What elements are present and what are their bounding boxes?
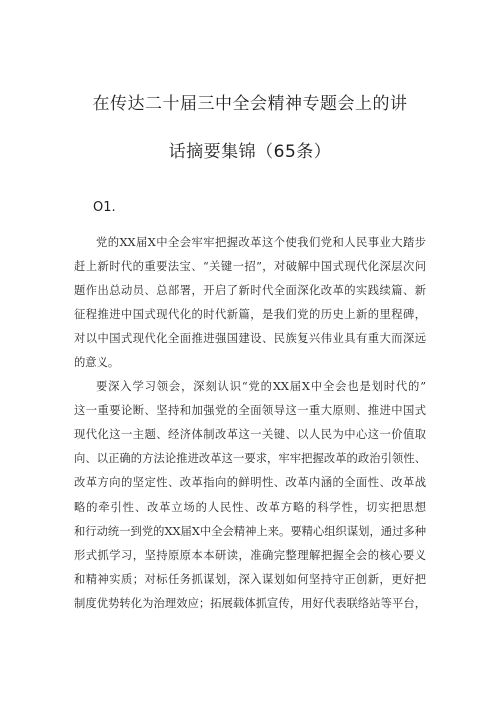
paragraph-1-line: 赶上新时代的重要法宝、“关键一招”，对破解中国式现代化深层次问 [74,260,426,274]
body-text [74,231,426,616]
paragraph-2-line: 改革方向的坚定性、改革指向的鲜明性、改革内涵的全面性、改革战 [74,476,426,490]
paragraph-1-line: 的意义。 [74,356,120,370]
paragraph-2-line: 现代化这一主题、经济体制改革这一关键、以人民为中心这一价值取 [74,428,426,442]
paragraph-2-line: 略的牵引性、改革立场的人民性、改革方略的科学性，切实把思想 [74,500,426,514]
paragraph-1-line: 对以中国式现代化全面推进强国建设、民族复兴伟业具有重大而深远 [74,332,426,346]
document-title-line-1: 在传达二十届三中全会精神专题会上的讲 [92,94,408,114]
paragraph-2-line: 制度优势转化为治理效应；拓展载体抓宣传，用好代表联络站等平台， [74,596,426,610]
document-title-line-2: 话摘要集锦（65条） [168,142,332,162]
paragraph-1-line: 题作出总动员、总部署，开启了新时代全面深化改革的实践续篇、新 [74,284,426,298]
section-number: O1. [93,200,116,215]
paragraph-2-line: 和行动统一到党的XX届X中全会精神上来。要精心组织谋划，通过多种 [74,524,426,538]
paragraph-2-line: 要深入学习领会，深刻认识“党的XX届X中全会也是划时代的” [96,380,426,394]
paragraph-2-line: 向、以正确的方法论推进改革这一要求，牢牢把握改革的政治引领性、 [74,452,426,466]
paragraph-2-line: 和精神实质；对标任务抓谋划，深入谋划如何坚持守正创新，更好把 [74,572,426,586]
paragraph-2-line: 这一重要论断、坚持和加强党的全面领导这一重大原则、推进中国式 [74,404,426,418]
paragraph-2-line: 形式抓学习，坚持原原本本研读，准确完整理解把握全会的核心要义 [74,548,426,562]
paragraph-1-line: 征程推进中国式现代化的时代新篇，是我们党的历史上新的里程碑， [74,308,426,322]
paragraph-1-line: 党的XX届X中全会牢牢把握改革这个使我们党和人民事业大踏步 [96,236,426,249]
